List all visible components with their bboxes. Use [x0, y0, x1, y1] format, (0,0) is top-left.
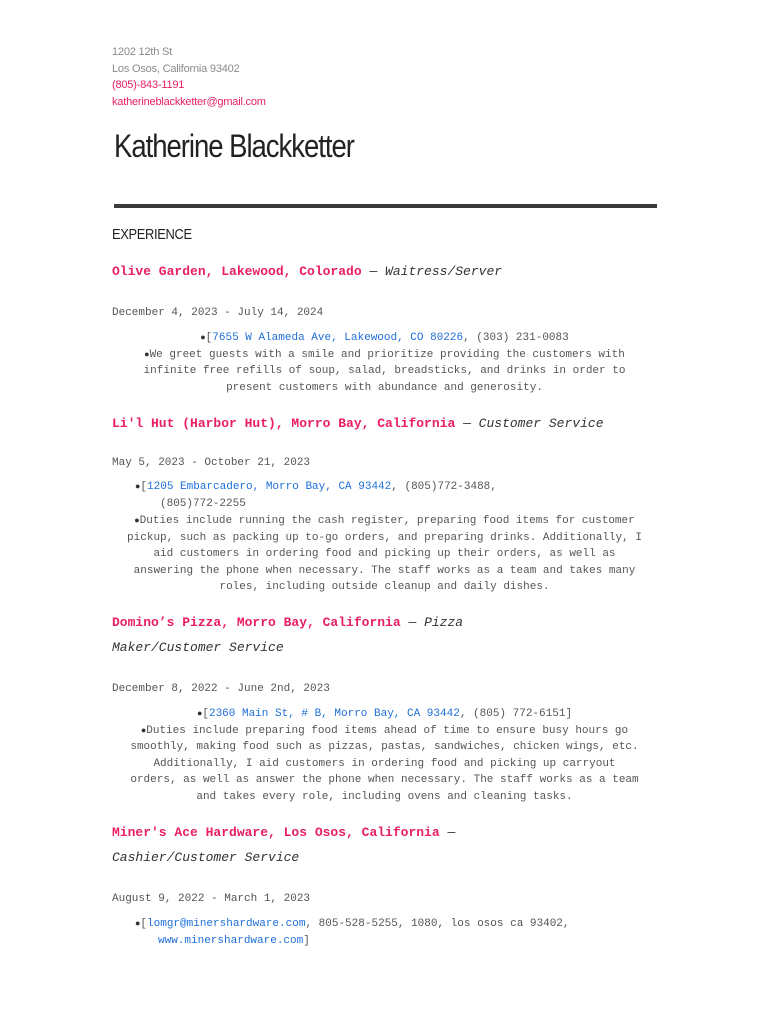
address-rest: , (805) 772-6151 [459, 708, 566, 720]
job-description: Duties include preparing food items ahead of time to ensure busy hours go smoothly, making food such as pizzas, pastas, sandwiches, chicken wings, etc. Additionally, I aid customers in ordering food and picking up carryout orders, as well as answer the phone when necessary. The staff works as a team and takes every role, including ovens and cleaning tasks. [130, 724, 639, 803]
contact-street: 1202 12th St [112, 46, 172, 58]
address-rest: , (303) 231-0083 [463, 332, 569, 344]
section-title-experience: EXPERIENCE [112, 226, 192, 243]
job-address: ●[1205 Embarcadero, Morro Bay, CA 93442, (805)772-3488, (805)772-2255 [135, 481, 497, 510]
bullet-icon: ● [196, 709, 203, 719]
job-date: August 9, 2022 - March 1, 2023 [112, 893, 311, 905]
contact-block [112, 44, 266, 110]
candidate-name: Katherine Blackketter [114, 128, 354, 164]
job-org: Li'l Hut (Harbor Hut), Morro Bay, California [112, 416, 456, 431]
job-date: December 4, 2023 - July 14, 2024 [112, 307, 324, 319]
job-role: Waitress/Server [385, 264, 503, 279]
job-role: Customer Service [478, 416, 604, 431]
job-org: Miner's Ace Hardware, Los Osos, California [112, 825, 440, 840]
bullet-icon: ● [135, 482, 141, 492]
job-org: Domino’s Pizza, Morro Bay, California [112, 615, 401, 630]
contact-city: Los Osos, California 93402 [112, 62, 240, 75]
contact-email[interactable]: katherineblackketter@gmail.com [112, 95, 266, 108]
job-title [112, 411, 672, 436]
header-divider [114, 204, 657, 208]
job-description: Duties include running the cash register, preparing food items for customer pickup, such as packing up to-go orders, and preparing drinks. Additionally, I aid customers in ordering food and picking up their orders, as well as answering the phone when necessary. The staff works as a team and takes many roles, including outside cleanup and daily dishes. [127, 515, 642, 594]
address-rest: , 805-528-5255, 1080, los osos ca 93402, [305, 918, 570, 930]
job-role: Cashier/Customer Service [112, 850, 300, 865]
email-link[interactable]: lomgr@minershardware.com [147, 918, 306, 930]
bullet-icon: ● [134, 516, 140, 526]
job-address: ●[lomgr@minershardware.com, 805-528-5255, 1080, los osos ca 93402, www.minershardware.com] [135, 918, 570, 947]
address-link[interactable]: 2360 Main St, # B, Morro Bay, CA 93442 [208, 708, 460, 720]
job-details: ●[2360 Main St, # B, Morro Bay, CA 93442, (805) 772-6151] ●Duties include preparing food items ahead of time to ensure busy hours go smoothly, making food such as pizzas, pastas, sandwiches, chicken wings, etc. Additionally, I aid customers in ordering food and picking up carryout orders, as well as answer the phone when necessary. The staff works as a team and takes every role, including ovens and cleaning tasks. [130, 708, 639, 803]
job-details: ●[7655 W Alameda Ave, Lakewood, CO 80226, (303) 231-0083 ●We greet guests with a smile and prioritize providing the customers with infinite free refills of soup, salad, breadsticks, and drinks in order to present customers with abundance and generosity. [143, 332, 626, 394]
job-title [112, 610, 512, 660]
address-rest: , (805)772-3488, [391, 481, 497, 493]
job-description: We greet guests with a smile and prioritize providing the customers with infinite free refills of soup, salad, breadsticks, and drinks in order to present customers with abundance and generosity. [143, 348, 626, 394]
address-rest-2: (805)772-2255 [160, 497, 246, 510]
bullet-icon: ● [140, 725, 147, 736]
website-link[interactable]: www.minershardware.com [158, 934, 304, 947]
job-title [112, 259, 532, 284]
job-date: May 5, 2023 - October 21, 2023 [112, 457, 311, 469]
address-link[interactable]: 7655 W Alameda Ave, Lakewood, CO 80226 [212, 332, 464, 344]
job-title [112, 820, 492, 870]
bullet-icon: ● [135, 919, 141, 929]
job-dash: — [400, 615, 425, 630]
job-role: Pizza Maker/Customer Service [112, 615, 464, 655]
job-details [112, 513, 657, 596]
bullet-icon: ● [144, 349, 150, 360]
job-date: December 8, 2022 - June 2nd, 2023 [112, 683, 330, 695]
job-dash: — [439, 825, 456, 840]
contact-phone[interactable]: (805)-843-1191 [112, 79, 185, 91]
address-link[interactable]: 1205 Embarcadero, Morro Bay, CA 93442 [147, 481, 392, 493]
job-dash: — [455, 416, 479, 431]
job-org: Olive Garden, Lakewood, Colorado [112, 264, 362, 279]
bullet-icon: ● [200, 333, 206, 343]
job-dash: — [361, 264, 386, 279]
